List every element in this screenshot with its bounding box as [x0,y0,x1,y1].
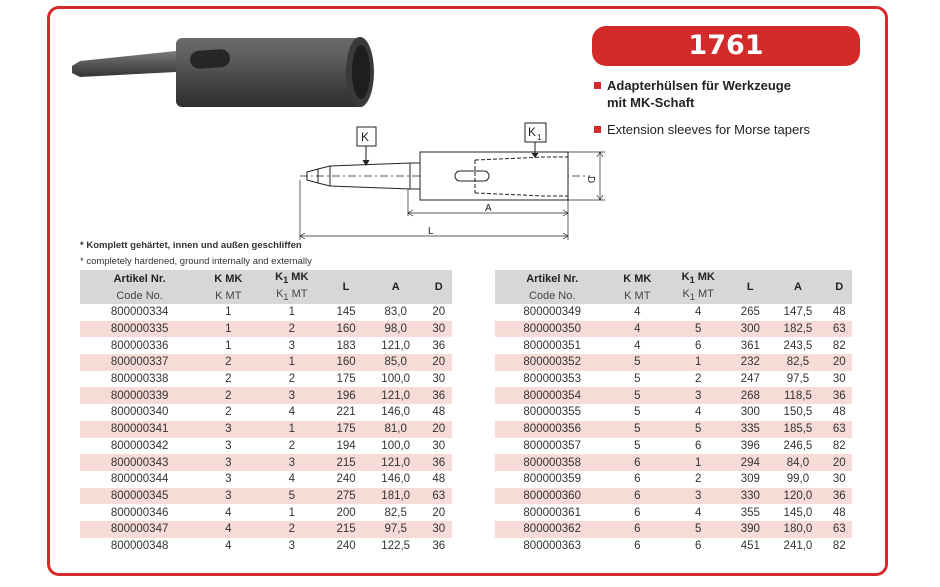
table-row [495,538,852,555]
table-cell: 246,5 [783,439,813,452]
table-cell: 5 [665,421,731,438]
table-cell: 120,0 [769,488,826,505]
table-cell: 82 [832,339,846,352]
table-row [80,321,452,338]
table-cell: 2 [199,387,257,404]
table-cell: 48 [832,306,846,319]
table-cell: 5 [665,521,731,538]
table-cell: 390 [731,521,769,538]
table-row [80,538,452,555]
table-cell: 265 [740,306,760,319]
table-cell: 800000346 [110,506,169,519]
table-cell: 6 [609,454,665,471]
table-cell: 4 [225,506,232,519]
table-cell: 63 [827,321,852,338]
table-cell: 100,0 [381,373,411,386]
table-cell: 2 [199,354,257,371]
title-de-line1: Adapterhülsen für Werkzeuge [607,78,791,93]
table-row [80,371,452,388]
table-cell: 121,0 [366,387,426,404]
table-cell: 240 [336,473,356,486]
table-row [495,504,852,521]
table-cell: 5 [665,321,731,338]
table-cell: 4 [634,306,641,319]
table-cell: 268 [731,387,769,404]
col-a: A [769,270,826,304]
table-cell: 396 [740,439,760,452]
table-cell: 800000342 [110,439,169,452]
table-row [495,371,852,388]
table-cell: 180,0 [769,521,826,538]
table-row [495,438,852,455]
table-cell: 294 [731,454,769,471]
table-cell: 1 [288,506,295,519]
table-cell: 800000345 [80,488,199,505]
table-cell: 5 [609,387,665,404]
table-cell: 800000337 [80,354,199,371]
table-cell: 3 [225,473,232,486]
table-cell: 2 [695,473,702,486]
table-cell: 800000352 [495,354,609,371]
table-cell: 800000355 [523,406,581,419]
table-cell: 800000343 [80,454,199,471]
label-a: A [485,203,492,214]
table-cell: 1 [665,454,731,471]
table-cell: 6 [634,473,641,486]
table-cell: 800000351 [523,339,581,352]
table-cell: 6 [609,521,665,538]
spec-table-right [495,270,852,554]
table-cell: 800000334 [110,306,169,319]
table-cell: 800000356 [495,421,609,438]
title-english [594,121,810,138]
table-cell: 175 [326,421,366,438]
table-cell: 3 [199,454,257,471]
table-cell: 175 [336,373,356,386]
table-cell: 355 [740,506,760,519]
label-k1: K [528,125,537,139]
table-cell: 4 [199,521,257,538]
label-k1-sub: 1 [537,133,542,142]
table-cell: 800000344 [110,473,169,486]
table-cell: 48 [832,406,846,419]
bullet-square-icon [594,126,601,133]
table-cell: 196 [326,387,366,404]
table-row [80,421,452,438]
label-l: L [428,226,434,237]
table-cell: 800000336 [110,339,169,352]
table-cell: 451 [740,539,760,552]
col-l: L [326,270,366,304]
table-cell: 4 [695,306,702,319]
col-kmt: K MT [609,287,665,304]
table-cell: 6 [695,439,702,452]
table-cell: 2 [288,439,295,452]
table-cell: 1 [665,354,731,371]
table-row [495,321,852,338]
table-cell: 146,0 [381,406,411,419]
table-cell: 3 [288,539,295,552]
table-cell: 36 [425,454,452,471]
table-cell: 5 [634,439,641,452]
table-row [495,337,852,354]
col-kmk: K MK [609,270,665,287]
table-cell: 800000348 [110,539,169,552]
table-cell: 6 [634,539,641,552]
table-cell: 2 [225,373,232,386]
table-cell: 800000349 [523,306,581,319]
table-row [80,354,452,371]
table-cell: 20 [432,506,446,519]
table-cell: 3 [288,339,295,352]
table-row [495,471,852,488]
table-cell: 48 [832,506,846,519]
table-cell: 122,5 [381,539,411,552]
table-cell: 800000338 [110,373,169,386]
table-cell: 20 [425,354,452,371]
table-cell: 300 [731,321,769,338]
table-cell: 30 [425,521,452,538]
table-cell: 30 [432,373,446,386]
table-cell: 181,0 [366,488,426,505]
table-cell: 2 [225,406,232,419]
table-cell: 1 [199,321,257,338]
table-cell: 2 [257,521,326,538]
table-cell: 3 [665,488,731,505]
table-cell: 800000353 [523,373,581,386]
table-cell: 147,5 [783,306,813,319]
table-cell: 4 [225,539,232,552]
table-row [80,521,452,538]
table-cell: 5 [634,406,641,419]
table-cell: 5 [257,488,326,505]
table-cell: 121,0 [366,454,426,471]
col-kmk: K MK [199,270,257,287]
table-cell: 800000363 [523,539,581,552]
table-cell: 99,0 [786,473,810,486]
table-cell: 36 [827,387,852,404]
col-d: D [425,270,452,304]
table-cell: 800000339 [80,387,199,404]
table-cell: 63 [827,421,852,438]
spec-table-left [80,270,452,554]
table-cell: 194 [336,439,356,452]
table-cell: 20 [432,306,446,319]
table-cell: 84,0 [769,454,826,471]
table-cell: 361 [740,339,760,352]
table-cell: 160 [326,354,366,371]
label-k: K [361,130,370,144]
table-cell: 97,5 [786,373,810,386]
col-k1mt: $K_1$ MT [665,287,731,304]
table-cell: 300 [740,406,760,419]
table-cell: 4 [695,506,702,519]
table-cell: 4 [695,406,702,419]
table-row [80,471,452,488]
col-artikel: Artikel Nr. [80,270,199,287]
table-cell: 247 [740,373,760,386]
table-row [80,504,452,521]
table-row [495,488,852,505]
table-cell: 6 [634,506,641,519]
col-code: Code No. [495,287,609,304]
table-cell: 81,0 [366,421,426,438]
table-cell: 3 [199,488,257,505]
table-cell: 63 [425,488,452,505]
table-row [495,387,852,404]
table-cell: 800000335 [80,321,199,338]
table-cell: 6 [695,339,702,352]
table-cell: 3 [199,421,257,438]
table-cell: 82 [832,539,846,552]
table-cell: 36 [432,539,446,552]
table-cell: 2 [695,373,702,386]
table-cell: 185,5 [769,421,826,438]
table-row [80,304,452,321]
table-cell: 1 [225,306,232,319]
table-cell: 100,0 [381,439,411,452]
product-number-badge: 1761 [592,26,860,66]
table-cell: 82 [832,439,846,452]
table-cell: 800000347 [80,521,199,538]
table-cell: 36 [827,488,852,505]
table-cell: 800000359 [523,473,581,486]
table-cell: 30 [432,439,446,452]
table-row [80,404,452,421]
table-cell: 82,5 [769,354,826,371]
table-row [495,521,852,538]
table-cell: 275 [326,488,366,505]
table-cell: 48 [432,406,446,419]
table-cell: 1 [257,421,326,438]
col-a: A [366,270,426,304]
table-row [80,454,452,471]
table-cell: 146,0 [381,473,411,486]
table-cell: 1 [225,339,232,352]
col-k1mt: $K_1$ MT [257,287,326,304]
table-row [495,454,852,471]
table-cell: 221 [336,406,356,419]
col-artikel: Artikel Nr. [495,270,609,287]
table-cell: 5 [609,421,665,438]
table-cell: 800000362 [495,521,609,538]
table-cell: 30 [425,321,452,338]
col-l: L [731,270,769,304]
table-row [495,421,852,438]
technical-drawing [300,123,605,240]
table-cell: 145,0 [783,506,813,519]
title-de-line2: mit MK-Schaft [607,95,695,110]
table-cell: 160 [326,321,366,338]
table-cell: 800000340 [110,406,169,419]
table-cell: 20 [827,354,852,371]
table-cell: 800000361 [523,506,581,519]
table-cell: 800000341 [80,421,199,438]
table-cell: 48 [432,473,446,486]
table-cell: 5 [634,373,641,386]
table-cell: 63 [827,521,852,538]
table-cell: 98,0 [366,321,426,338]
table-cell: 800000358 [495,454,609,471]
bullet-square-icon [594,82,601,89]
label-d: D [585,176,596,184]
table-cell: 30 [832,473,846,486]
table-cell: 215 [326,521,366,538]
table-cell: 3 [225,439,232,452]
table-body-left [80,304,452,554]
table-cell: 97,5 [366,521,426,538]
table-cell: 243,5 [783,339,813,352]
title-german [594,77,791,111]
table-row [495,304,852,321]
table-cell: 241,0 [783,539,813,552]
table-cell: 309 [740,473,760,486]
table-cell: 4 [634,339,641,352]
table-cell: 6 [609,488,665,505]
table-cell: 121,0 [381,339,411,352]
table-cell: 145 [336,306,356,319]
table-cell: 3 [665,387,731,404]
table-cell: 82,5 [384,506,407,519]
table-cell: 800000350 [495,321,609,338]
table-row [80,337,452,354]
col-k1mk: $K_1$ MK [257,270,326,287]
table-cell: 5 [609,354,665,371]
title-en: Extension sleeves for Morse tapers [607,122,811,137]
table-cell: 6 [695,539,702,552]
table-cell: 30 [832,373,846,386]
table-cell: 2 [257,321,326,338]
table-cell: 1 [288,306,295,319]
table-cell: 20 [425,421,452,438]
table-row [80,387,452,404]
note-english: * completely hardened, ground internally and externally [80,256,312,267]
table-cell: 4 [609,321,665,338]
table-cell: 232 [731,354,769,371]
table-cell: 335 [731,421,769,438]
table-row [495,404,852,421]
table-cell: 215 [326,454,366,471]
col-k1mk: $K_1$ MK [665,270,731,287]
table-cell: 182,5 [769,321,826,338]
note-german: * Komplett gehärtet, innen und außen geschliffen [80,240,302,251]
table-cell: 150,5 [783,406,813,419]
table-cell: 240 [336,539,356,552]
table-cell: 1 [257,354,326,371]
table-cell: 85,0 [366,354,426,371]
product-photo [72,37,374,107]
table-cell: 800000354 [495,387,609,404]
table-body-right [495,304,852,554]
table-row [495,354,852,371]
col-d: D [827,270,852,304]
table-cell: 2 [288,373,295,386]
table-cell: 20 [827,454,852,471]
table-cell: 4 [288,406,295,419]
table-cell: 3 [257,454,326,471]
table-cell: 83,0 [384,306,407,319]
table-cell: 183 [336,339,356,352]
table-row [80,488,452,505]
table-cell: 3 [257,387,326,404]
table-cell: 200 [336,506,356,519]
table-cell: 800000360 [495,488,609,505]
table-row [80,438,452,455]
col-kmt: K MT [199,287,257,304]
table-cell: 36 [432,339,446,352]
table-cell: 36 [425,387,452,404]
table-cell: 4 [288,473,295,486]
table-cell: 800000357 [523,439,581,452]
table-cell: 118,5 [769,387,826,404]
table-cell: 330 [731,488,769,505]
col-code: Code No. [80,287,199,304]
